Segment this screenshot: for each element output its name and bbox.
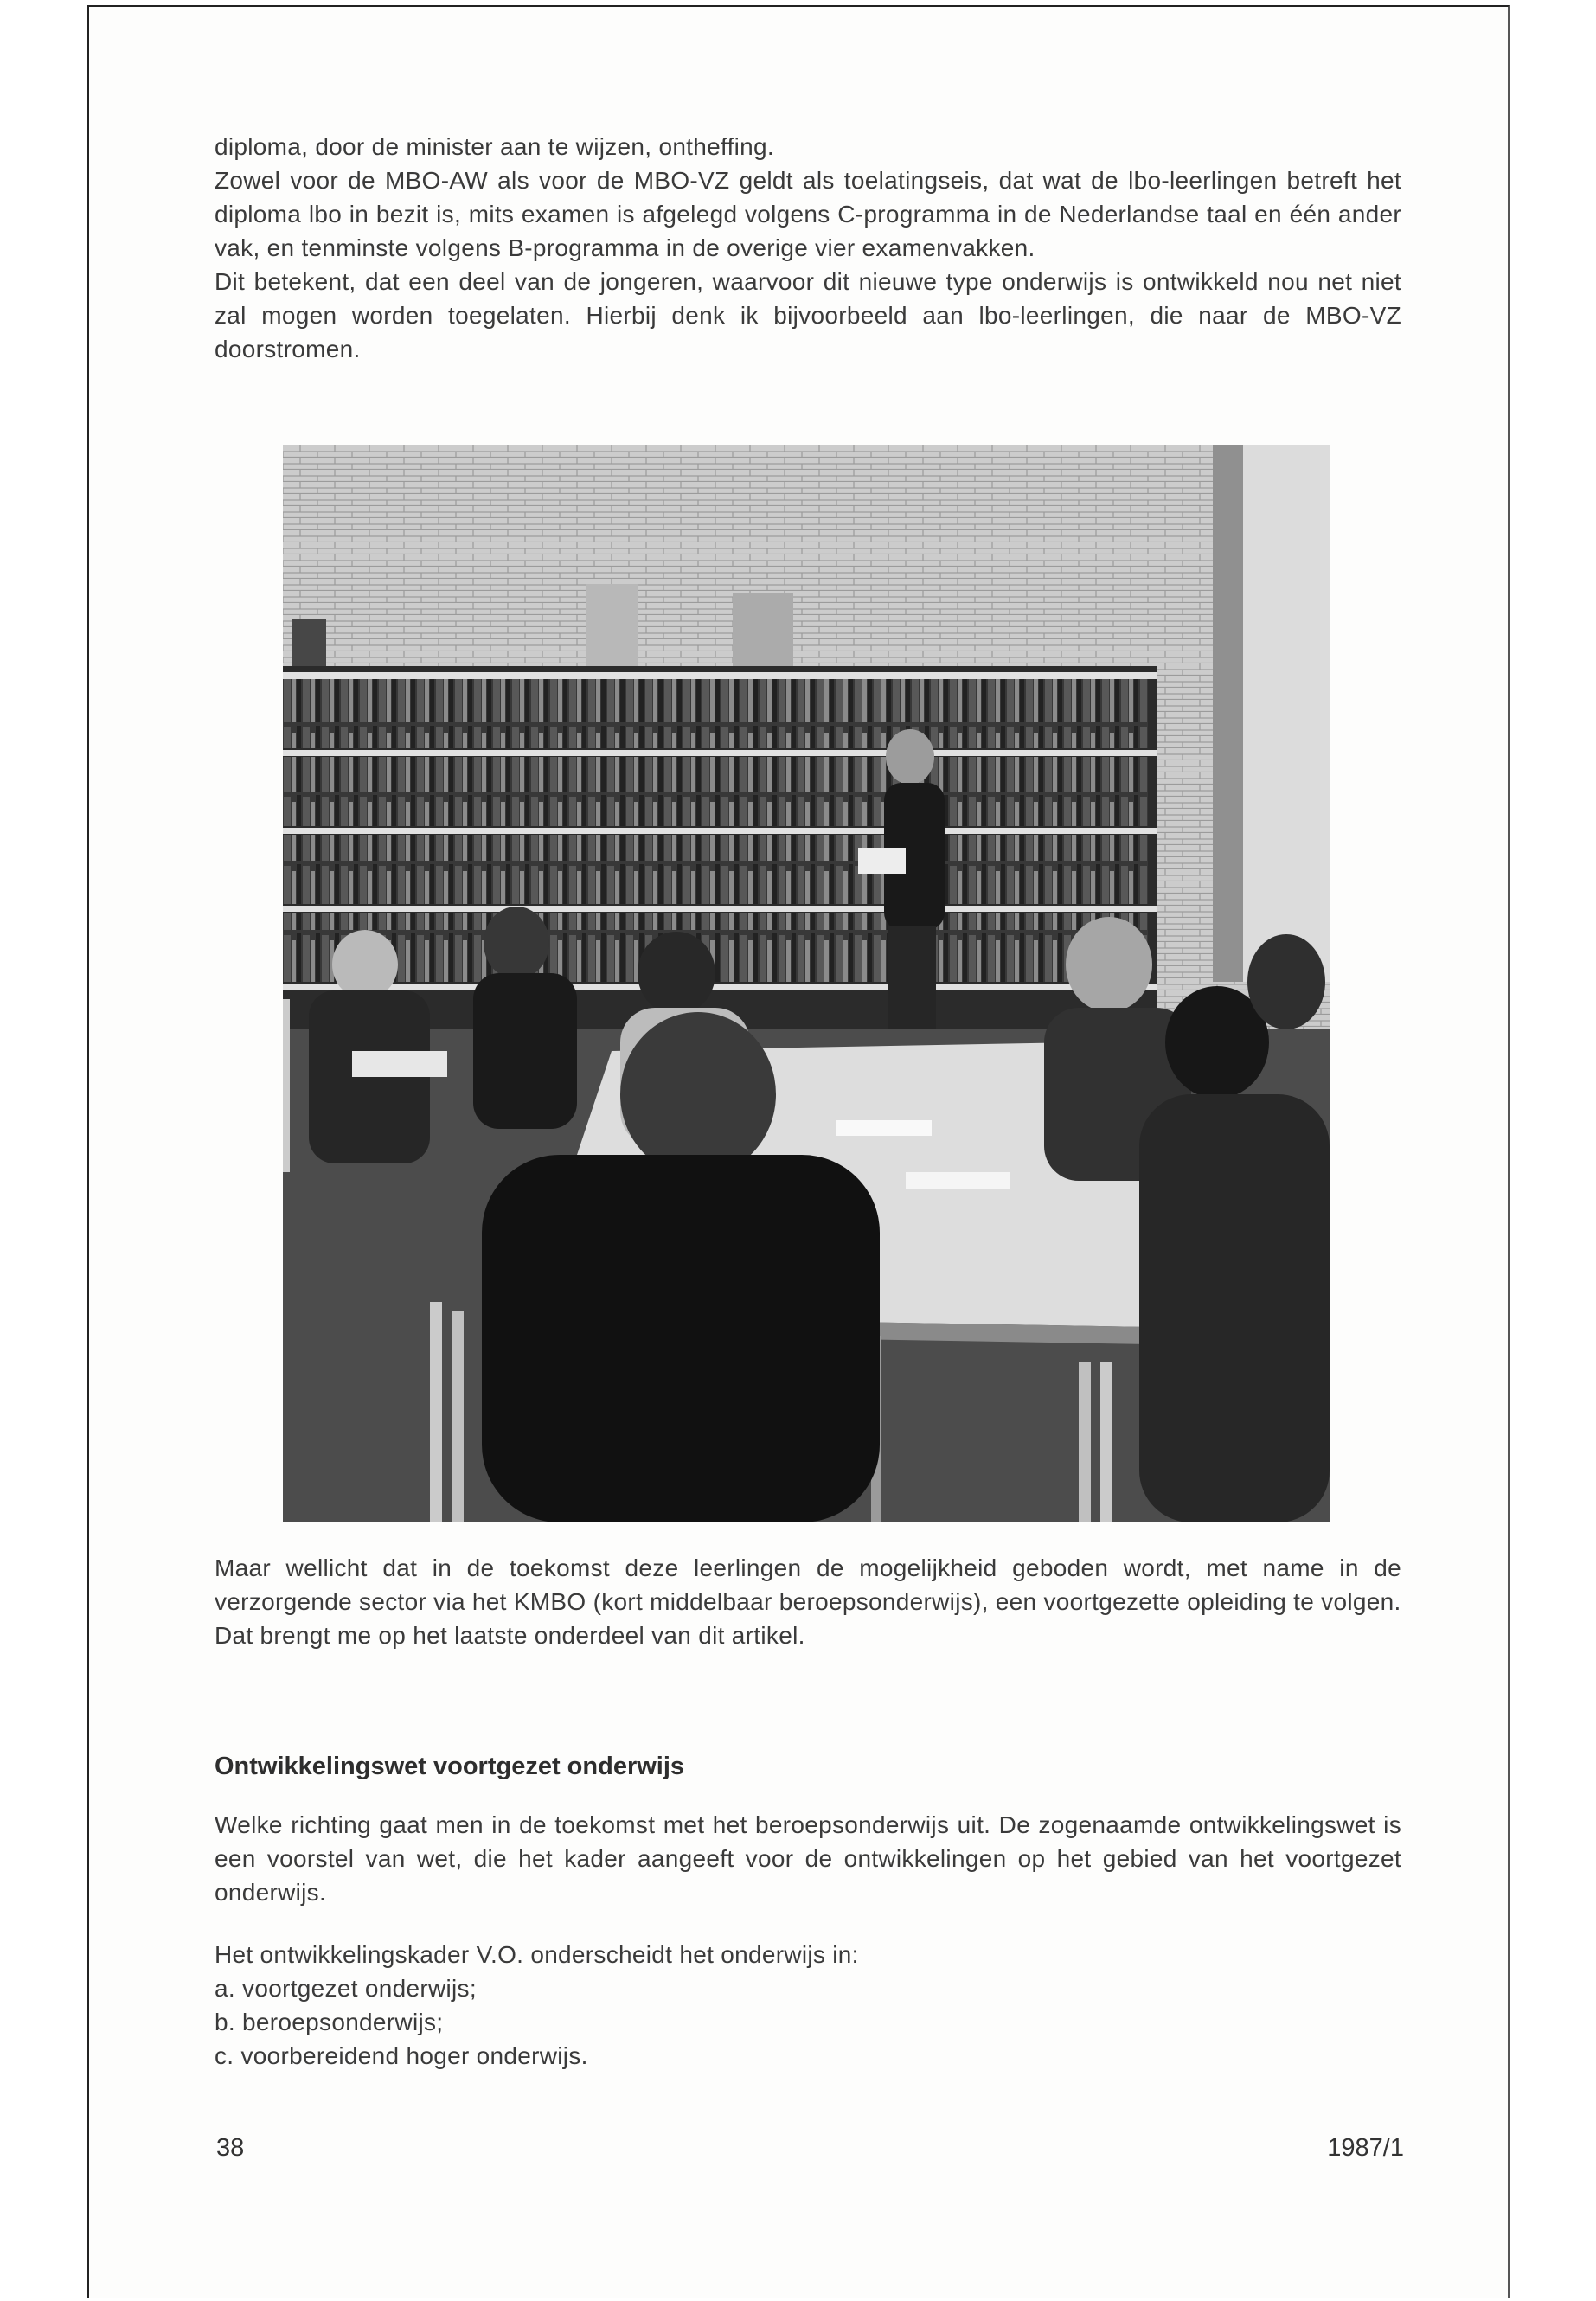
issue-label: 1987/1: [1327, 2134, 1404, 2162]
paragraph: Dat brengt me op het laatste onderdeel van dit artikel.: [215, 1622, 805, 1649]
paragraph: diploma, door de minister aan te wijzen, ontheffing.: [215, 133, 775, 160]
list-text-block: [215, 1938, 1401, 2073]
library-photo: [283, 445, 1330, 1522]
list-item: c. voorbereidend hoger onderwijs.: [215, 2042, 588, 2069]
page-number: 38: [216, 2134, 245, 2162]
list-intro: Het ontwikkelingskader V.O. onderscheidt het onderwijs in:: [215, 1941, 859, 1968]
list-item: b. beroepsonderwijs;: [215, 2009, 444, 2035]
body-text-block: [215, 1551, 1401, 1652]
paragraph: Welke richting gaat men in de toekomst met het beroepsonderwijs uit. De zogenaamde ontwikkelingswet is een voorstel van wet, die het kader aangeeft voor de ontwikkelingen op het gebied van het voortgezet onderwijs.: [215, 1811, 1401, 1906]
paragraph: Maar wellicht dat in de toekomst deze leerlingen de mogelijkheid geboden wordt, met name in de verzorgende sector via het KMBO (kort middelbaar beroepsonderwijs), een voortgezette opleiding te volgen.: [215, 1554, 1401, 1615]
list-item: a. voortgezet onderwijs;: [215, 1975, 477, 2002]
paragraph: Dit betekent, dat een deel van de jongeren, waarvoor dit nieuwe type onderwijs is ontwikkeld nou net niet zal mogen worden toegelaten. Hierbij denk ik bijvoorbeeld aan lbo-leerlingen, die naar de MBO-VZ doorstromen.: [215, 268, 1401, 362]
onderwijs-list: [215, 1971, 1401, 2073]
paragraph: Zowel voor de MBO-AW als voor de MBO-VZ geldt als toelatingseis, dat wat de lbo-leerlingen betreft het diploma lbo in bezit is, mits examen is afgelegd volgens C-programma in de Nederlandse taal en één ander vak, en tenminste volgens B-programma in de overige vier examenvakken.: [215, 167, 1401, 261]
intro-text-block: [215, 130, 1401, 366]
section-text-block: [215, 1808, 1401, 1909]
section-heading: Ontwikkelingswet voortgezet onderwijs: [215, 1753, 685, 1780]
